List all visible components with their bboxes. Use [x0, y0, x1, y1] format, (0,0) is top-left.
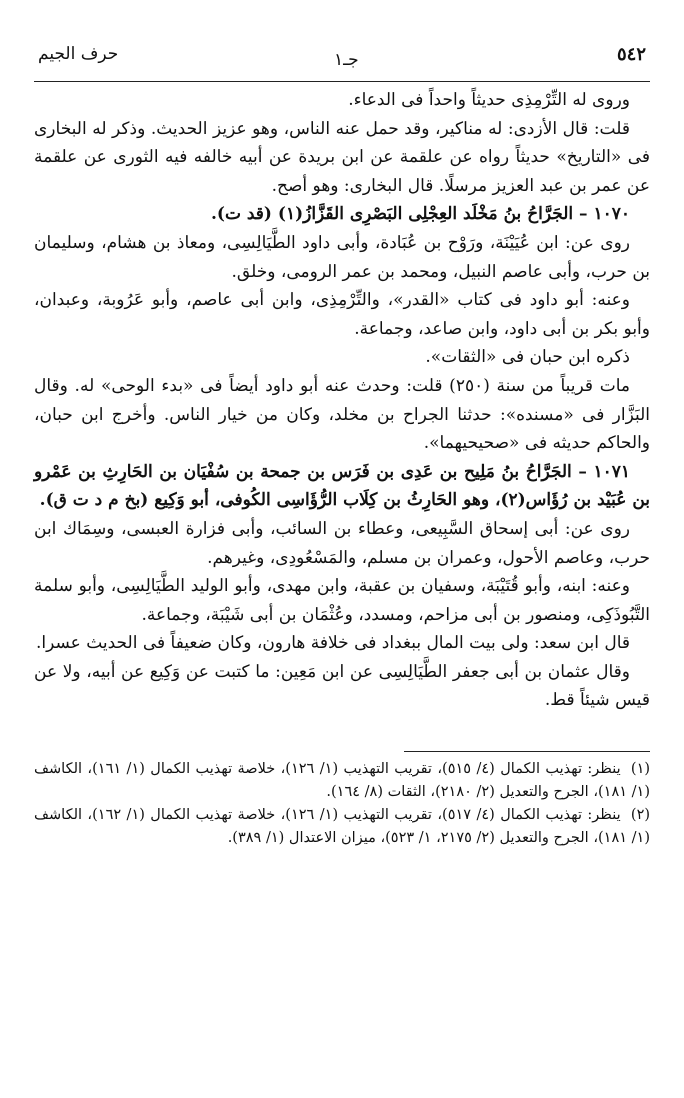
page-number: ٥٤٢ — [616, 44, 646, 65]
footnote-rule — [404, 751, 650, 752]
page-header — [34, 0, 650, 86]
section-title: حرف الجيم — [38, 44, 119, 64]
paragraph: مات قريباً من سنة (٢٥٠) قلت: وحدث عنه أبو داود أيضاً فى «بدء الوحى» له. وقال البَزَّار فى «مسنده»: حدثنا الجراح بن مخلد، وكان من خيار الناس. وأخرج ابن حبان، والحاكم حديثه فى «صحيحيهما». — [34, 375, 650, 454]
header-rule — [34, 81, 650, 82]
entry-heading-1070: ١٠٧٠ – الجَرَّاحُ بنُ مَخْلَد العِجْلِى البَصْرِى القَزَّازُ(١) (قد ت). — [210, 204, 630, 225]
paragraph: وعنه: أبو داود فى كتاب «القدر»، والتِّرْمِذِى، وابن أبى عاصم، وأبو عَرُوبة، وعبدان، وأبو بكر بن أبى داود، وابن صاعد، وجماعة. — [34, 290, 650, 339]
entry-heading-1071: ١٠٧١ – الجَرَّاحُ بنُ مَلِيح بن عَدِى بن فَرَس بن جمحة بن سُفْيَان بن الحَارِثِ بن عَمْرو بن عُبَيْد بن رُؤَاس(٢)، وهو الحَارِثُ بن كِلَاب الرُّؤَاسِى الكُوفى، أبو وَكِيع (بخ م د ت ق). — [34, 461, 650, 511]
paragraph: وروى له التِّرْمِذِى حديثاً واحداً فى الدعاء. — [348, 90, 630, 110]
paragraph: قال ابن سعد: ولى بيت المال ببغداد فى خلافة هارون، وكان ضعيفاً فى الحديث عسرا. — [35, 633, 630, 654]
footnote-text: ينظر: تهذيب الكمال (٤/ ٥١٥)، تقريب التهذيب (١/ ١٢٦)، خلاصة تهذيب الكمال (١/ ١٦١)، الكاشف (١/ ١٨١)، الجرح والتعديل (٢/ ٢١٨٠)، الثقات (٨/ ١٦٤). — [34, 761, 650, 801]
paragraph: روى عن: أبى إسحاق السَّبِيعى، وعطاء بن السائب، وأبى فزارة العبسى، وسِمَاك ابن حرب، وعاصم الأحول، وعمران بن مسلم، والمَسْعُودِى، وغيرهم. — [34, 518, 650, 568]
paragraph: وقال عثمان بن أبى جعفر الطَّيَالِسِى عن ابن مَعِين: ما كتبت عن وَكِيع عن أبيه، ولا عن قيس شيئاً قط. — [34, 661, 650, 711]
footnote-text: ينظر: تهذيب الكمال (٤/ ٥١٧)، تقريب التهذيب (١/ ١٢٦)، خلاصة تهذيب الكمال (١/ ١٦٢)، الكاشف (١/ ١٨١)، الجرح والتعديل (٢/ ٢١٧٥، ١/ ٥٢٣)، ميزان الاعتدال (١/ ٣٨٩). — [34, 807, 650, 847]
footnote — [34, 758, 650, 804]
footnotes — [34, 758, 650, 850]
volume-number: جـ١ — [334, 50, 359, 70]
footnote-number: (١) — [630, 761, 651, 778]
paragraph: وعنه: ابنه، وأبو قُتَيْبَة، وسفيان بن عقبة، وابن مهدى، وأبو الوليد الطَّيَالِسِى، وأبو سلمة التَّبُوذَكِى، ومنصور بن أبى مزاحم، ومسدد، وعُثْمَان بن أبى شَيْبَة، وجماعة. — [34, 576, 650, 625]
paragraph: قلت: قال الأزدى: له مناكير، وقد حمل عنه الناس، وهو عزيز الحديث. وذكر له البخارى فى «التاريخ» حديثاً رواه عن علقمة عن ابن بريدة عن أبيه خالفه فيه الثورى عن علقمة عن عمر بن عبد العزيز مرسلًا. قال البخارى: وهو أصح. — [34, 118, 650, 196]
paragraph: روى عن: ابن عُيَيْنَة، ورَوْح بن عُبَادة، وأبى داود الطَّيَالِسِى، ومعاذ بن هشام، وسليمان بن حرب، وأبى عاصم النبيل، ومحمد بن عمر الرومى، وخلق. — [34, 232, 650, 282]
main-text — [34, 86, 650, 715]
paragraph: ذكره ابن حبان فى «الثقات». — [425, 347, 630, 368]
footnote — [34, 804, 650, 850]
footnote-number: (٢) — [630, 807, 651, 824]
